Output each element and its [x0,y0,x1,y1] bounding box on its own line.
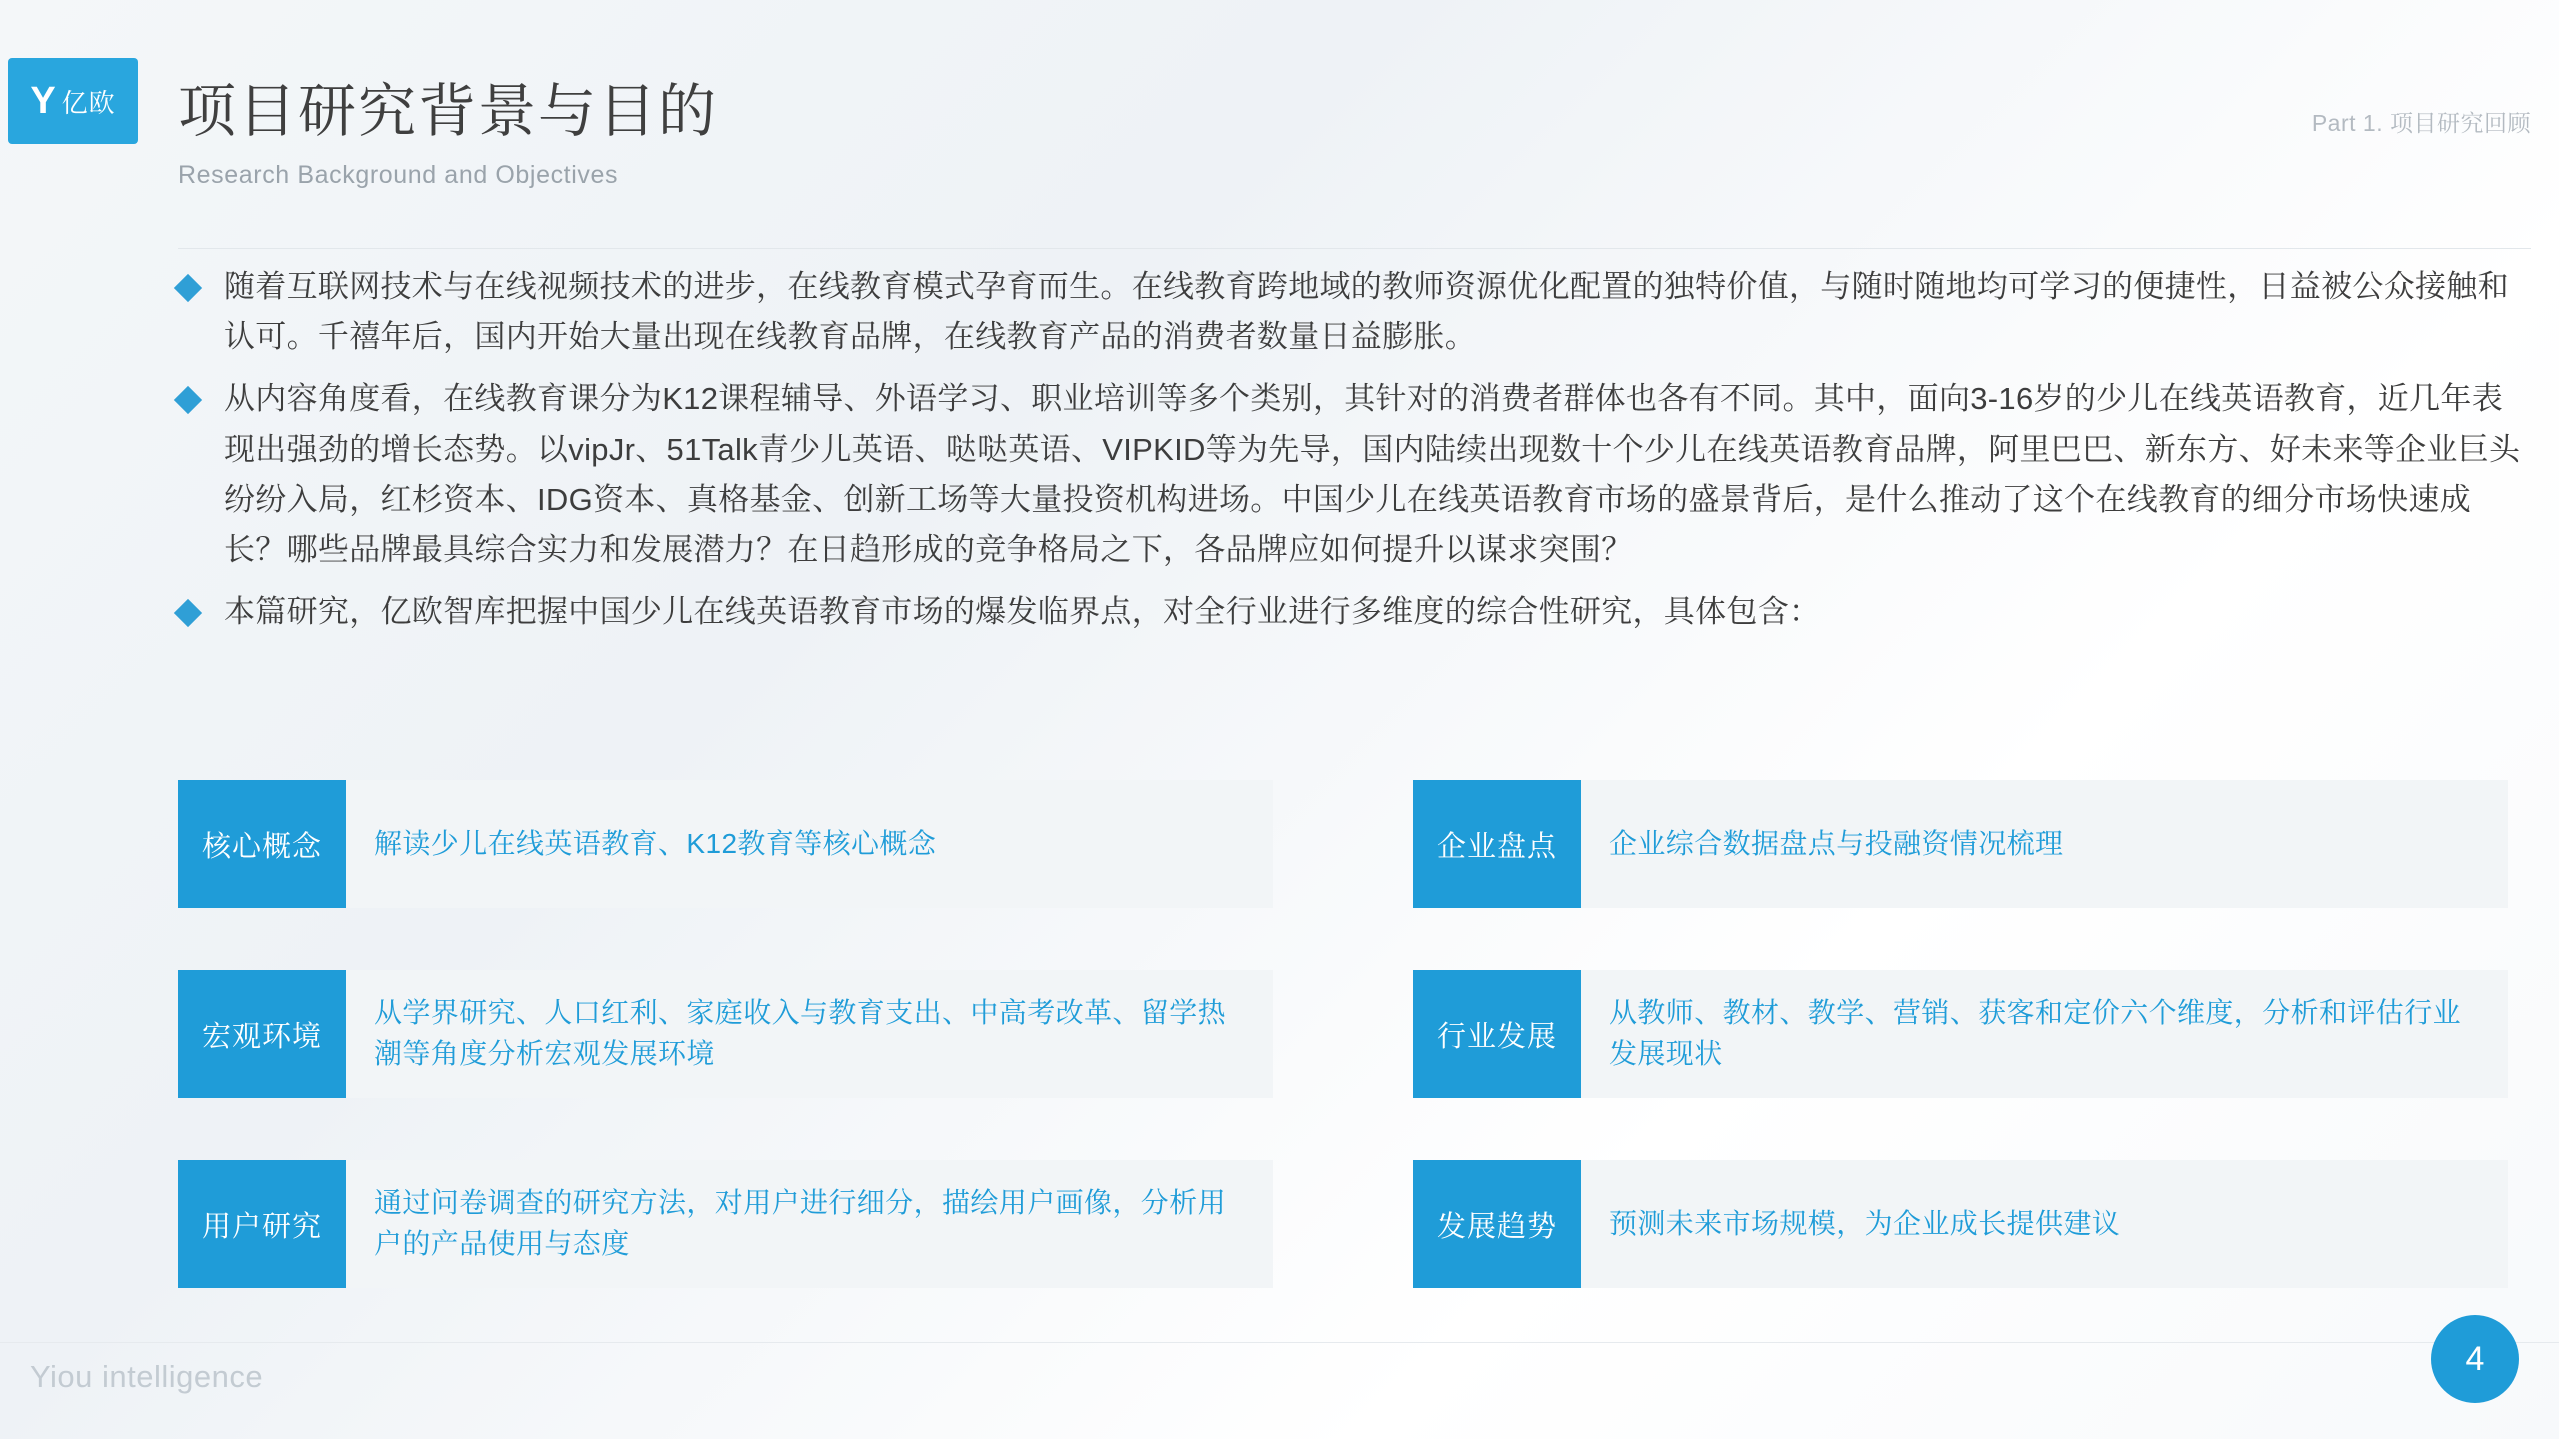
list-item [178,262,2529,362]
topic-card-body: 企业综合数据盘点与投融资情况梳理 [1581,780,2508,908]
logo-mark-icon: Y [30,80,56,122]
topic-card [1413,780,2508,908]
section-label: Part 1. 项目研究回顾 [2311,110,2531,136]
footer-divider [0,1342,2559,1343]
list-item [178,374,2529,575]
diamond-bullet-icon [174,274,202,302]
topic-card-label: 核心概念 [178,780,346,908]
topic-card [1413,970,2508,1098]
topic-card-body: 从教师、教材、教学、营销、获客和定价六个维度，分析和评估行业发展现状 [1581,970,2508,1098]
diamond-bullet-icon [174,386,202,414]
topic-card [178,970,1273,1098]
bullet-list [178,262,2529,650]
page-number-badge: 4 [2431,1315,2519,1403]
logo [8,58,138,144]
header-divider [178,248,2531,249]
topic-card-label: 行业发展 [1413,970,1581,1098]
topic-card-label: 宏观环境 [178,970,346,1098]
bullet-text: 随着互联网技术与在线视频技术的进步，在线教育模式孕育而生。在线教育跨地域的教师资源优化配置的独特价值，与随时随地均可学习的便捷性，日益被公众接触和认可。千禧年后，国内开始大量出现在线教育品牌，在线教育产品的消费者数量日益膨胀。 [224,269,2509,355]
diamond-bullet-icon [174,599,202,627]
topic-card-body: 通过问卷调查的研究方法，对用户进行细分，描绘用户画像，分析用户的产品使用与态度 [346,1160,1273,1288]
topic-card [1413,1160,2508,1288]
topic-card-label: 用户研究 [178,1160,346,1288]
page-subtitle: Research Background and Objectives [178,160,619,189]
topic-card-grid [178,780,2508,1288]
bullet-text: 从内容角度看，在线教育课分为K12课程辅导、外语学习、职业培训等多个类别，其针对的消费者群体也各有不同。其中，面向3-16岁的少儿在线英语教育，近几年表现出强劲的增长态势。以vipJr、51Talk青少儿英语、哒哒英语、VIPKID等为先导，国内陆续出现数十个少儿在线英语教育品牌，阿里巴巴、新东方、好未来等企业巨头纷纷入局，红杉资本、IDG资本、真格基金、创新工场等大量投资机构进场。中国少儿在线英语教育市场的盛景背后，是什么推动了这个在线教育的细分市场快速成长？哪些品牌最具综合实力和发展潜力？在日趋形成的竞争格局之下，各品牌应如何提升以谋求突围？ [224,381,2521,568]
topic-card-label: 企业盘点 [1413,780,1581,908]
topic-card [178,780,1273,908]
topic-card-body: 预测未来市场规模，为企业成长提供建议 [1581,1160,2508,1288]
title-block [178,79,719,190]
topic-card-body: 解读少儿在线英语教育、K12教育等核心概念 [346,780,1273,908]
topic-card [178,1160,1273,1288]
bullet-text: 本篇研究，亿欧智库把握中国少儿在线英语教育市场的爆发临界点，对全行业进行多维度的综合性研究，具体包含： [224,594,1821,630]
list-item [178,587,2529,637]
footer-brand: Yiou intelligence [30,1359,264,1394]
topic-card-body: 从学界研究、人口红利、家庭收入与教育支出、中高考改革、留学热潮等角度分析宏观发展环境 [346,970,1273,1098]
logo-text: 亿欧 [61,87,116,118]
topic-card-label: 发展趋势 [1413,1160,1581,1288]
page-title: 项目研究背景与目的 [178,79,719,144]
